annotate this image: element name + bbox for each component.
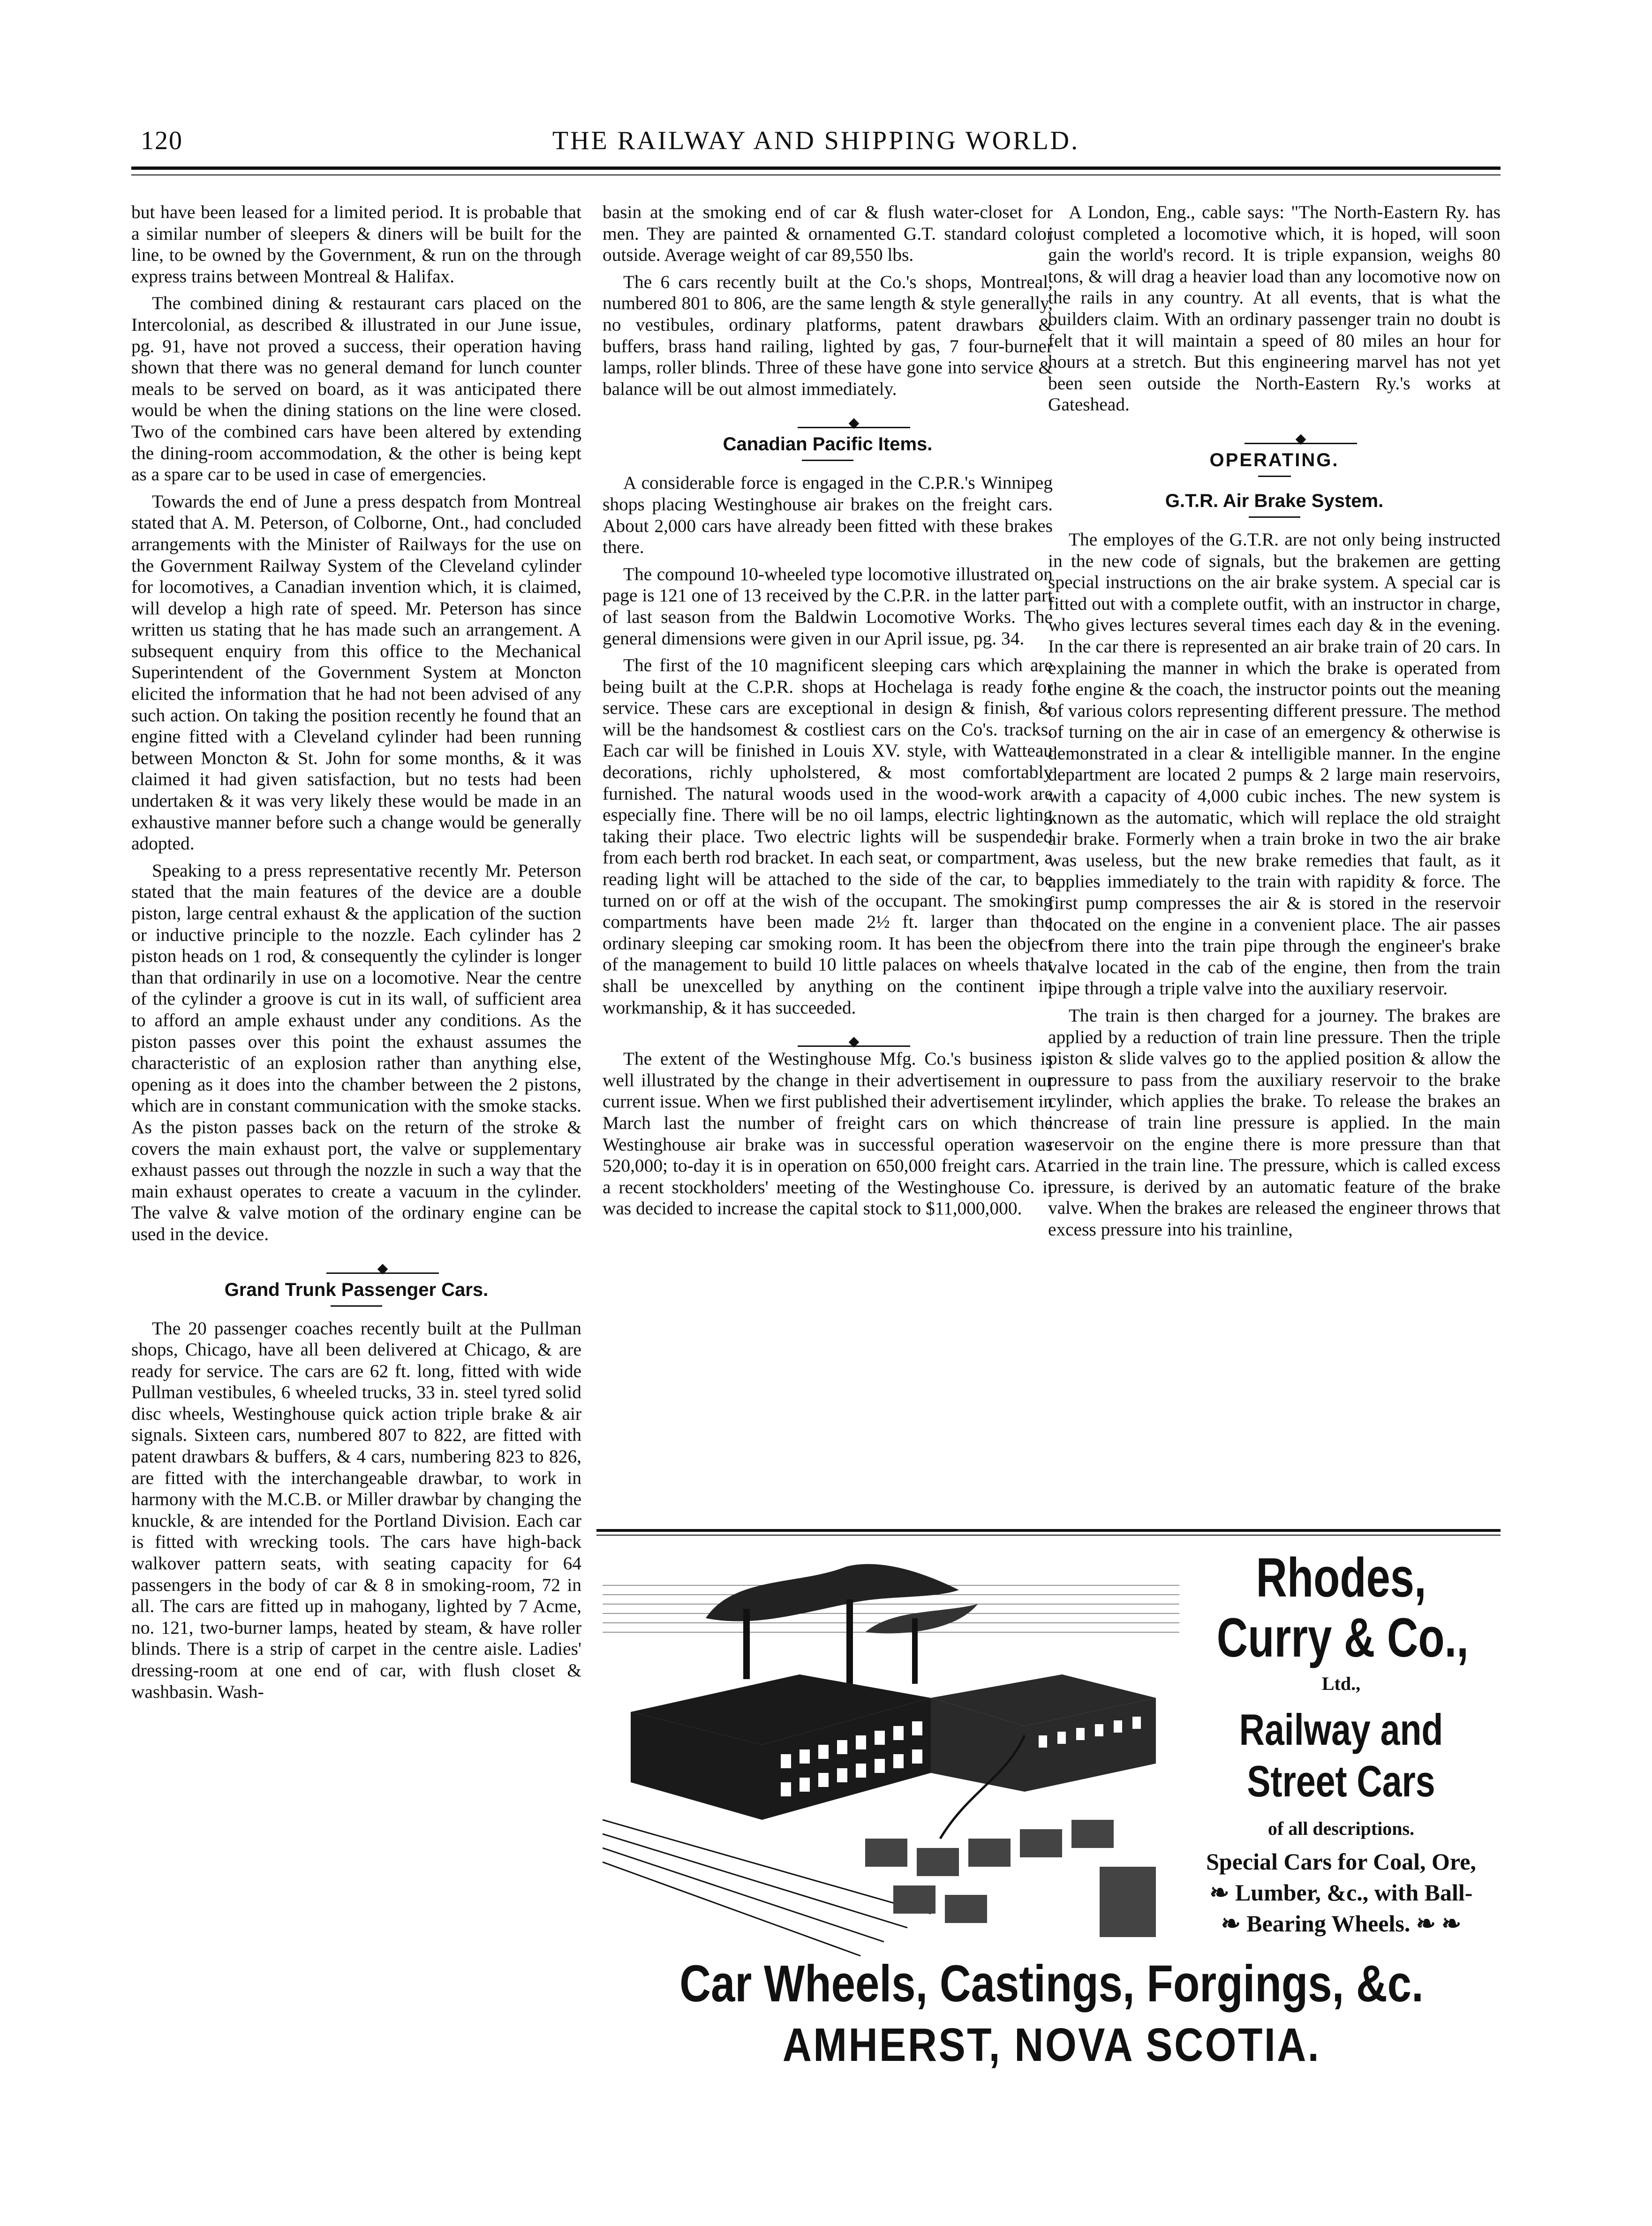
article-heading: Grand Trunk Passenger Cars. bbox=[224, 1279, 489, 1300]
paragraph: The 20 passenger coaches recently built at the Pullman shops, Chicago, have all been delivered at Chicago, & are ready for service. The cars are 62 ft. long, fitted with wide Pullman vestibules, 6 wheeled trucks, 33 in. steel tyred solid disc wheels, Westinghouse quick action triple brake & air signals. Sixteen cars, numbered 807 to 822, are fitted with patent drawbars & buffers, & 4 cars, numbering 823 to 826, are fitted with the interchangeable drawbar, to work in harmony with the M.C.B. or Miller drawbar by changing the knuckle, & are intended for the Portland Division. Each car is fitted with wrecking tools. The cars have high-back walkover pattern seats, with seating capacity for 64 passengers in the body of car & 8 in smoking-room, 72 in all. The cars are fitted up in mahogany, lighted by 7 Acme, no. 121, two-burner lamps, heated by steam, & have roller blinds. There is a strip of carpet in the centre aisle. Ladies' dressing-room at one end of car, with flush closet & washbasin. Wash- bbox=[131, 1317, 581, 1702]
page-header bbox=[131, 117, 1501, 159]
ad-company-name: Rhodes, bbox=[1256, 1547, 1426, 1609]
column-1 bbox=[131, 202, 581, 1708]
ad-rule-thin bbox=[596, 1535, 1501, 1536]
paragraph: The compound 10-wheeled type locomotive illustrated on page is 121 one of 13 received by the C.P.R. in the latter part of last season from the Baldwin Locomotive Works. The general dimensions were given in our April issue, pg. 34. bbox=[603, 563, 1053, 649]
paragraph: The 6 cars recently built at the Co.'s shops, Montreal, numbered 801 to 806, are the same length & style generally, no vestibules, ordinary platforms, patent drawbars & buffers, brass hand railing, lighted by gas, 7 four-burner lamps, roller blinds. Three of these have gone into service & balance will be out almost immediately. bbox=[603, 271, 1053, 399]
ad-tagline: Car Wheels, Castings, Forgings, &c. bbox=[679, 1955, 1424, 2013]
ad-products: Street Cars bbox=[1247, 1757, 1435, 1806]
ad-products: Railway and bbox=[1239, 1705, 1443, 1754]
section-ornament bbox=[1048, 427, 1501, 433]
section-heading: OPERATING. bbox=[1209, 449, 1339, 470]
page-number: 120 bbox=[141, 126, 183, 155]
section-ornament bbox=[131, 1257, 581, 1263]
heading-rule bbox=[1258, 476, 1291, 477]
ad-rule bbox=[596, 1529, 1501, 1532]
paragraph: The employes of the G.T.R. are not only being instructed in the new code of signals, but the brakemen are getting special instructions on the air brake system. A special car is fitted out with a complete outfit, with an instructor in charge, who gives lectures several times each day & in the evening. In the car there is represented an air brake train of 20 cars. In explaining the manner in which the brake is operated from the engine & the coach, the instructor points out the meaning of various colors representing different pressure. The method of turning on the air in case of an emergency & otherwise is demonstrated in a clear & intelligible manner. In the engine department are located 2 pumps & 2 large main reservoirs, with a capacity of 4,000 cubic inches. The new system is known as the automatic, which will replace the old straight air brake. Formerly when a train broke in two the air brake was useless, but the new brake remedies that fault, as it applies immediately to the train with rapidity & force. The first pump compresses the air & is stored in the reservoir located on the engine in a convenient place. The air passes from there into the train pipe through the engineer's brake valve located in the cab of the engine, then from the train pipe through a triple valve into the auxiliary reservoir. bbox=[1048, 529, 1501, 999]
ad-location: AMHERST, NOVA SCOTIA. bbox=[782, 2019, 1321, 2071]
ad-special-line: ❧ Bearing Wheels. ❧ ❧ bbox=[1221, 1910, 1462, 1937]
heading-rule bbox=[802, 460, 853, 461]
paragraph: basin at the smoking end of car & flush water-closet for men. They are painted & ornamented G.T. standard color outside. Average weight of car 89,550 lbs. bbox=[603, 202, 1053, 265]
article-heading: G.T.R. Air Brake System. bbox=[1165, 490, 1384, 511]
section-ornament bbox=[603, 1030, 1053, 1036]
paragraph: but have been leased for a limited period. It is probable that a similar number of sleepers & diners will be built for the line, to be owned by the Government, & run on the through express trains between Montreal & Halifax. bbox=[131, 202, 581, 287]
ad-special-line: ❧ Lumber, &c., with Ball- bbox=[1209, 1879, 1473, 1906]
ad-description: of all descriptions. bbox=[1267, 1818, 1415, 1839]
paragraph: The extent of the Westinghouse Mfg. Co.'s business is well illustrated by the change in their advertisement in our current issue. When we first published their advertisement in March last the number of freight cars on which the Westinghouse air brake was in successful operation was 520,000; to-day it is in operation on 650,000 freight cars. At a recent stockholders' meeting of the Westinghouse Co. it was decided to increase the capital stock to $11,000,000. bbox=[603, 1048, 1053, 1219]
heading-rule bbox=[1249, 516, 1300, 518]
paragraph: The combined dining & restaurant cars placed on the Intercolonial, as described & illustrated in our June issue, pg. 91, have not proved a success, their operation having shown that there was no general demand for lunch counter meals to be served on board, as it was anticipated there would be when the dining stations on the line were closed. Two of the combined cars have been altered by extending the dining-room accommodation, & the other is being kept as a spare car to be used in case of emergencies. bbox=[131, 293, 581, 485]
header-rule bbox=[131, 167, 1501, 170]
paragraph: The first of the 10 magnificent sleeping cars which are being built at the C.P.R. shops at Hochelaga is ready for service. These cars are exceptional in design & finish, & will be the handsomest & costliest cars on the Co's. tracks. Each car will be finished in Louis XV. style, with Watteau decorations, richly upholstered, & most comfortably furnished. The natural woods used in the wood-work are especially fine. There will be no oil lamps, electric lighting taking their place. Two electric lights will be suspended from each berth rod bracket. In each seat, or compartment, a reading light will be attached to the side of the car, to be turned on or off at the wish of the occupant. The smoking compartments have been made 2½ ft. larger than the ordinary sleeping car smoking room. It has been the object of the management to build 10 little palaces on wheels that shall be unexcelled by anything on the continent in workmanship, & it has succeeded. bbox=[603, 655, 1053, 1018]
running-title: THE RAILWAY AND SHIPPING WORLD. bbox=[552, 126, 1080, 155]
ad-special-line: Special Cars for Coal, Ore, bbox=[1206, 1848, 1476, 1875]
paragraph: The train is then charged for a journey. The brakes are applied by a reduction of train line pressure. Then the triple piston & slide valves go to the applied position & allow the pressure to pass from the auxiliary reservoir to the brake cylinder, which applies the brake. To release the brakes an increase of train line pressure is applied. In the main reservoir on the engine there is more pressure than that carried in the train line. The pressure, which is called excess pressure, is derived by an automatic feature of the brake valve. When the brakes are released the engineer throws that excess pressure into his trainline, bbox=[1048, 1005, 1501, 1240]
column-2 bbox=[603, 202, 1053, 1225]
article-heading: Canadian Pacific Items. bbox=[723, 434, 933, 455]
heading-rule bbox=[331, 1305, 382, 1307]
paragraph: Towards the end of June a press despatch from Montreal stated that A. M. Peterson, of Colborne, Ont., had concluded arrangements with the Minister of Railways for the use on the Government Railway System of the Cleveland cylinder for locomotives, a Canadian invention which, it is claimed, will develop a high rate of speed. Mr. Peterson has since written us stating that he has made such an arrangement. A subsequent enquiry from this office to the Mechanical Superintendent of the Government System at Moncton elicited the information that he had not been advised of any such action. On taking the position recently he found that an engine fitted with a Cleveland cylinder had been running between Moncton & St. John for some months, & it was claimed it had given satisfaction, but no tests had been undertaken & it was very likely these would be made in an exhaustive manner before such a change would be generally adopted. bbox=[131, 491, 581, 854]
header-rule-thin bbox=[131, 174, 1501, 175]
ad-company-name: Curry & Co., bbox=[1216, 1607, 1469, 1669]
column-3 bbox=[1048, 202, 1501, 1246]
paragraph: Speaking to a press representative recently Mr. Peterson stated that the main features of the device are a double piston, large central exhaust & the application of the suction or inductive principle to the nozzle. Each cylinder has 2 piston heads on 1 rod, & consequently the cylinder is longer than that ordinarily in use on a locomotive. Near the centre of the cylinder a groove is cut in its wall, of sufficient area to afford an ample exhaust under any conditions. As the piston passes over this point the exhaust assumes the characteristic of an explosion rather than anything else, opening as it does into the chamber between the 2 pistons, which are in constant communication with the smoke stacks. As the piston passes back on the return of the stroke & covers the main exhaust port, the valve or supplementary exhaust passes out through the nozzle in such a way that the main exhaust operates to create a vacuum in the cylinder. The valve & valve motion of the ordinary engine can be used in the device. bbox=[131, 860, 581, 1244]
factory-illustration bbox=[603, 1557, 1179, 1961]
paragraph: A London, Eng., cable says: "The North-Eastern Ry. has just completed a locomotive which, it is hoped, will soon gain the world's record. It is triple expansion, weighs 80 tons, & will drag a heavier load than any locomotive now on the rails in any country. At all events, that is what the builders claim. With an ordinary passenger train no doubt is felt that it will maintain a speed of 80 miles an hour for hours at a stretch. But this engineering marvel has not yet been seen outside the North-Eastern Ry.'s works at Gateshead. bbox=[1048, 202, 1501, 415]
ad-ltd: Ltd., bbox=[1321, 1673, 1361, 1694]
section-ornament bbox=[603, 411, 1053, 417]
ad-text-block bbox=[1182, 1548, 1501, 1939]
paragraph: A considerable force is engaged in the C.P.R.'s Winnipeg shops placing Westinghouse air brakes on the freight cars. About 2,000 cars have already been fitted with these brakes there. bbox=[603, 472, 1053, 558]
